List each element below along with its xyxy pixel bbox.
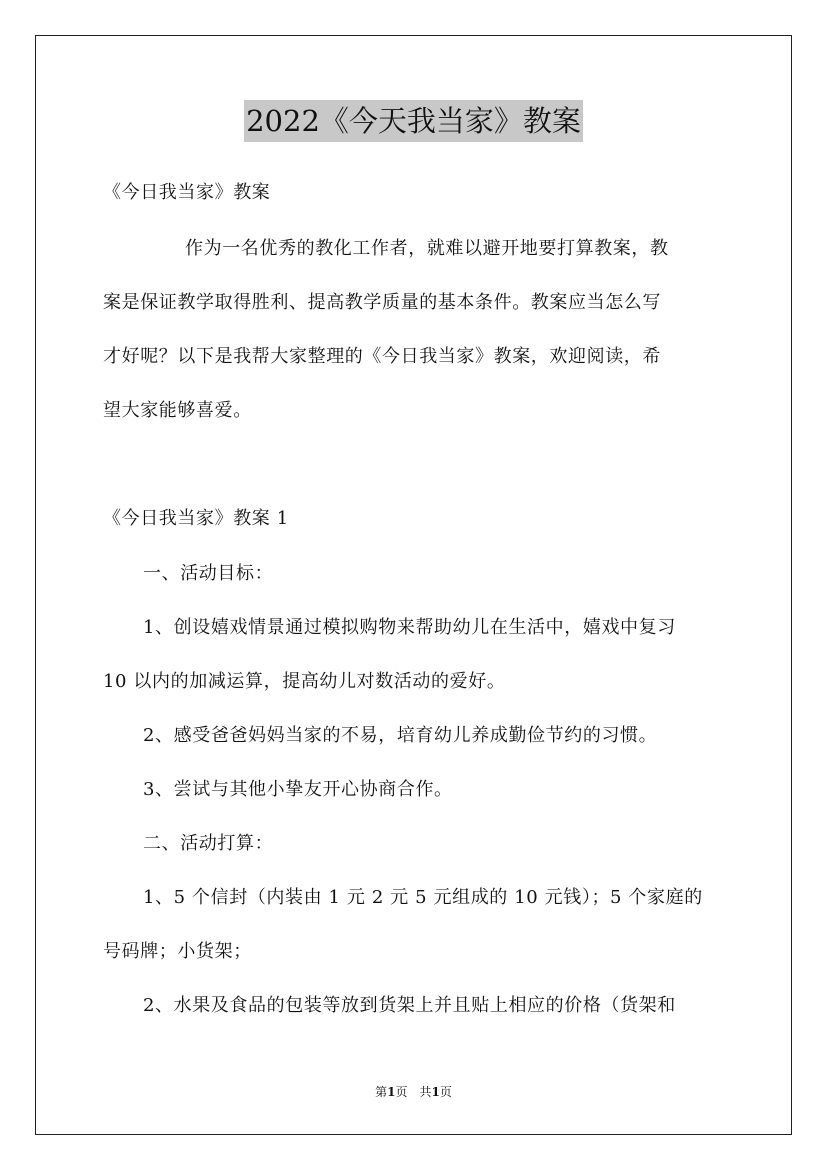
title-container bbox=[0, 100, 827, 142]
goal-item: 1、创设嬉戏情景通过模拟购物来帮助幼儿在生活中，嬉戏中复习 bbox=[143, 617, 676, 638]
section-heading: 《今日我当家》教案 1 bbox=[103, 508, 289, 529]
footer-page-prefix: 第 bbox=[375, 1085, 388, 1099]
page-footer bbox=[0, 1084, 827, 1100]
intro-line: 才好呢？以下是我帮大家整理的《今日我当家》教案，欢迎阅读，希 bbox=[103, 346, 661, 367]
prep-item: 1、5 个信封（内装由 1 元 2 元 5 元组成的 10 元钱）；5 个家庭的 bbox=[143, 887, 703, 908]
subtitle: 《今日我当家》教案 bbox=[103, 182, 271, 203]
goal-item: 2、感受爸爸妈妈当家的不易，培育幼儿养成勤俭节约的习惯。 bbox=[143, 725, 658, 746]
goal-item: 3、尝试与其他小挚友开心协商合作。 bbox=[143, 779, 453, 800]
heading-activity-prep: 二、活动打算： bbox=[143, 833, 274, 854]
prep-item: 2、水果及食品的包装等放到货架上并且贴上相应的价格（货架和 bbox=[143, 995, 676, 1016]
intro-line: 作为一名优秀的教化工作者，就难以避开地要打算教案，教 bbox=[185, 238, 669, 259]
heading-activity-goals: 一、活动目标： bbox=[143, 563, 274, 584]
footer-page-mid: 页 共 bbox=[395, 1085, 432, 1099]
footer-page-number: 1 bbox=[387, 1085, 396, 1099]
goal-item-continued: 10 以内的加减运算，提高幼儿对数活动的爱好。 bbox=[103, 671, 506, 692]
prep-item-continued: 号码牌；小货架； bbox=[103, 941, 252, 962]
intro-line: 望大家能够喜爱。 bbox=[103, 400, 252, 421]
document-title: 2022《今天我当家》教案 bbox=[244, 100, 583, 142]
intro-line: 案是保证教学取得胜利、提高教学质量的基本条件。教案应当怎么写 bbox=[103, 292, 661, 313]
footer-page-suffix: 页 bbox=[439, 1085, 452, 1099]
footer-total-pages: 1 bbox=[431, 1085, 440, 1099]
